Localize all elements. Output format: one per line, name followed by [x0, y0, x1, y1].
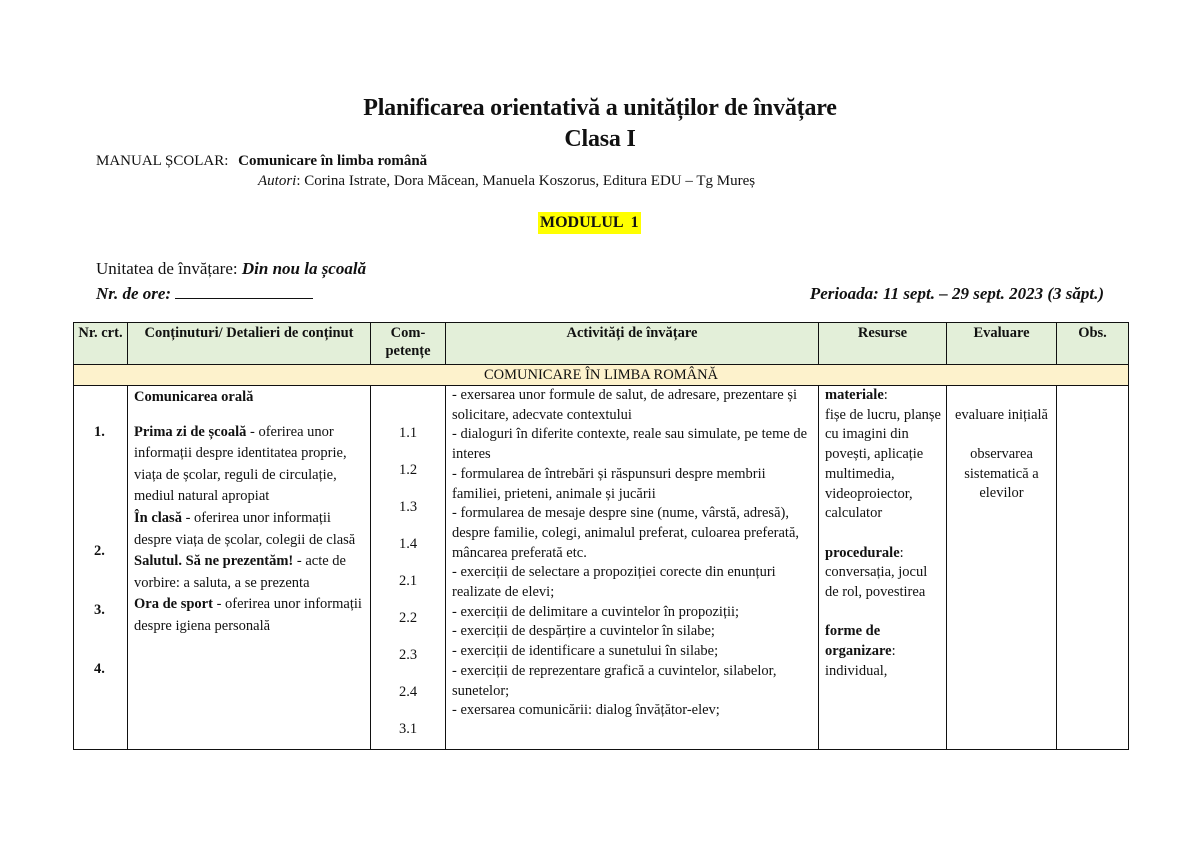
planning-table: [73, 322, 1129, 750]
competence-code: 1.3: [398, 499, 418, 515]
header-resources: Resurse: [819, 323, 947, 365]
unit-line: [96, 259, 366, 279]
row-number: 2.: [94, 543, 105, 559]
header-nr: Nr. crt.: [74, 323, 128, 365]
competences-cell: [371, 386, 446, 750]
activity-item: - exerciții de despărțire a cuvintelor în silabe;: [452, 623, 715, 640]
hours-blank: [175, 284, 313, 299]
activity-item: - exersarea unor formule de salut, de adresare, prezentare și solicitare, adecvate contextului: [452, 387, 797, 423]
nr-cell: [74, 386, 128, 750]
activities-cell: [446, 386, 819, 750]
content-item: Salutul. Să ne prezentăm! - acte de vorbire: a saluta, a se prezenta: [134, 553, 346, 591]
competence-code: 2.4: [398, 684, 418, 700]
section-band-row: [74, 365, 1129, 386]
resource-group: materiale:: [825, 387, 888, 403]
activity-item: - dialoguri în diferite contexte, reale sau simulate, pe teme de interes: [452, 426, 808, 463]
header-competences: Com-petențe: [371, 323, 446, 365]
resource-group: forme de organizare:: [825, 623, 896, 660]
activity-item: - exersarea comunicării: dialog învățător-elev;: [452, 702, 720, 719]
content-item: Prima zi de școală - oferirea unor informații despre identitatea proprie, viața de școlar, reguli de circulație, mediul natural apropiat: [134, 423, 347, 505]
header-evaluation: Evaluare: [947, 323, 1057, 365]
module-badge: MODULUL 1: [538, 212, 641, 234]
table-row: [74, 386, 1129, 750]
manual-name: Comunicare în limba română: [238, 153, 428, 169]
activity-item: - exerciții de reprezentare grafică a cuvintelor, silabelor, sunetelor;: [452, 662, 777, 699]
activity-item: - exerciții de identificare a sunetului în silabe;: [452, 643, 719, 660]
page-subtitle: Clasa I: [564, 126, 636, 152]
resource-group: procedurale:: [825, 544, 904, 561]
period-text: Perioada: 11 sept. – 29 sept. 2023 (3 săpt.): [809, 284, 1104, 303]
authors-label: Autori: [258, 173, 297, 189]
manual-line: [96, 153, 427, 170]
content-heading: Comunicarea orală: [134, 389, 254, 405]
competence-code: 1.4: [398, 536, 418, 552]
header-obs: Obs.: [1057, 323, 1129, 365]
competence-code: 3.1: [398, 721, 418, 737]
hours-line: [96, 284, 313, 304]
activity-item: - exerciții de selectare a propoziției corecte din enunțuri realizate de elevi;: [452, 564, 776, 601]
authors-line: [258, 173, 755, 190]
competence-code: 1.1: [398, 425, 418, 441]
unit-label: Unitatea de învățare:: [96, 259, 242, 278]
obs-cell: [1057, 386, 1129, 750]
header-activities: Activități de învățare: [446, 323, 819, 365]
evaluation-cell: [947, 386, 1057, 750]
header-content: Conținuturi/ Detalieri de conținut: [128, 323, 371, 365]
content-item: Ora de sport - oferirea unor informații despre igiena personală: [134, 596, 362, 634]
activity-item: - formularea de întrebări și răspunsuri despre membrii familiei, prieteni, animale și jucării: [452, 465, 766, 502]
activity-item: - formularea de mesaje despre sine (nume, vârstă, adresă), despre familie, colegi, animalul preferat, culoarea preferată, mâncarea preferată etc.: [452, 505, 800, 561]
resources-cell: [819, 386, 947, 750]
evaluation-observation: observarea sistematică a elevilor: [964, 446, 1039, 502]
section-title: COMUNICARE ÎN LIMBA ROMÂNĂ: [74, 365, 1129, 386]
competence-code: 1.2: [398, 462, 418, 478]
evaluation-initial: evaluare inițială: [955, 406, 1048, 423]
row-number: 3.: [94, 602, 105, 618]
manual-label: MANUAL ȘCOLAR:: [96, 153, 229, 169]
hours-label: Nr. de ore:: [96, 284, 172, 303]
page-title: Planificarea orientativă a unităților de învățare: [363, 95, 837, 121]
competence-code: 2.3: [398, 647, 418, 663]
activity-item: - exerciții de delimitare a cuvintelor în propoziții;: [452, 603, 740, 620]
resource-procedural: conversația, jocul de rol, povestirea: [825, 564, 928, 601]
resource-materials: fișe de lucru, planșe cu imagini din povești, aplicație multimedia, videoproiector, calculator: [825, 406, 941, 522]
row-number: 4.: [94, 661, 105, 677]
competence-code: 2.2: [398, 610, 418, 626]
table-header-row: [74, 323, 1129, 365]
row-number: 1.: [94, 424, 105, 440]
content-item: În clasă - oferirea unor informații despre viața de școlar, colegii de clasă: [134, 509, 356, 548]
authors-text: : Corina Istrate, Dora Măcean, Manuela Koszorus, Editura EDU – Tg Mureș: [296, 173, 756, 189]
content-cell: [128, 386, 371, 750]
resource-forms: individual,: [825, 662, 888, 679]
competence-code: 2.1: [398, 573, 418, 589]
unit-name: Din nou la școală: [241, 259, 367, 278]
